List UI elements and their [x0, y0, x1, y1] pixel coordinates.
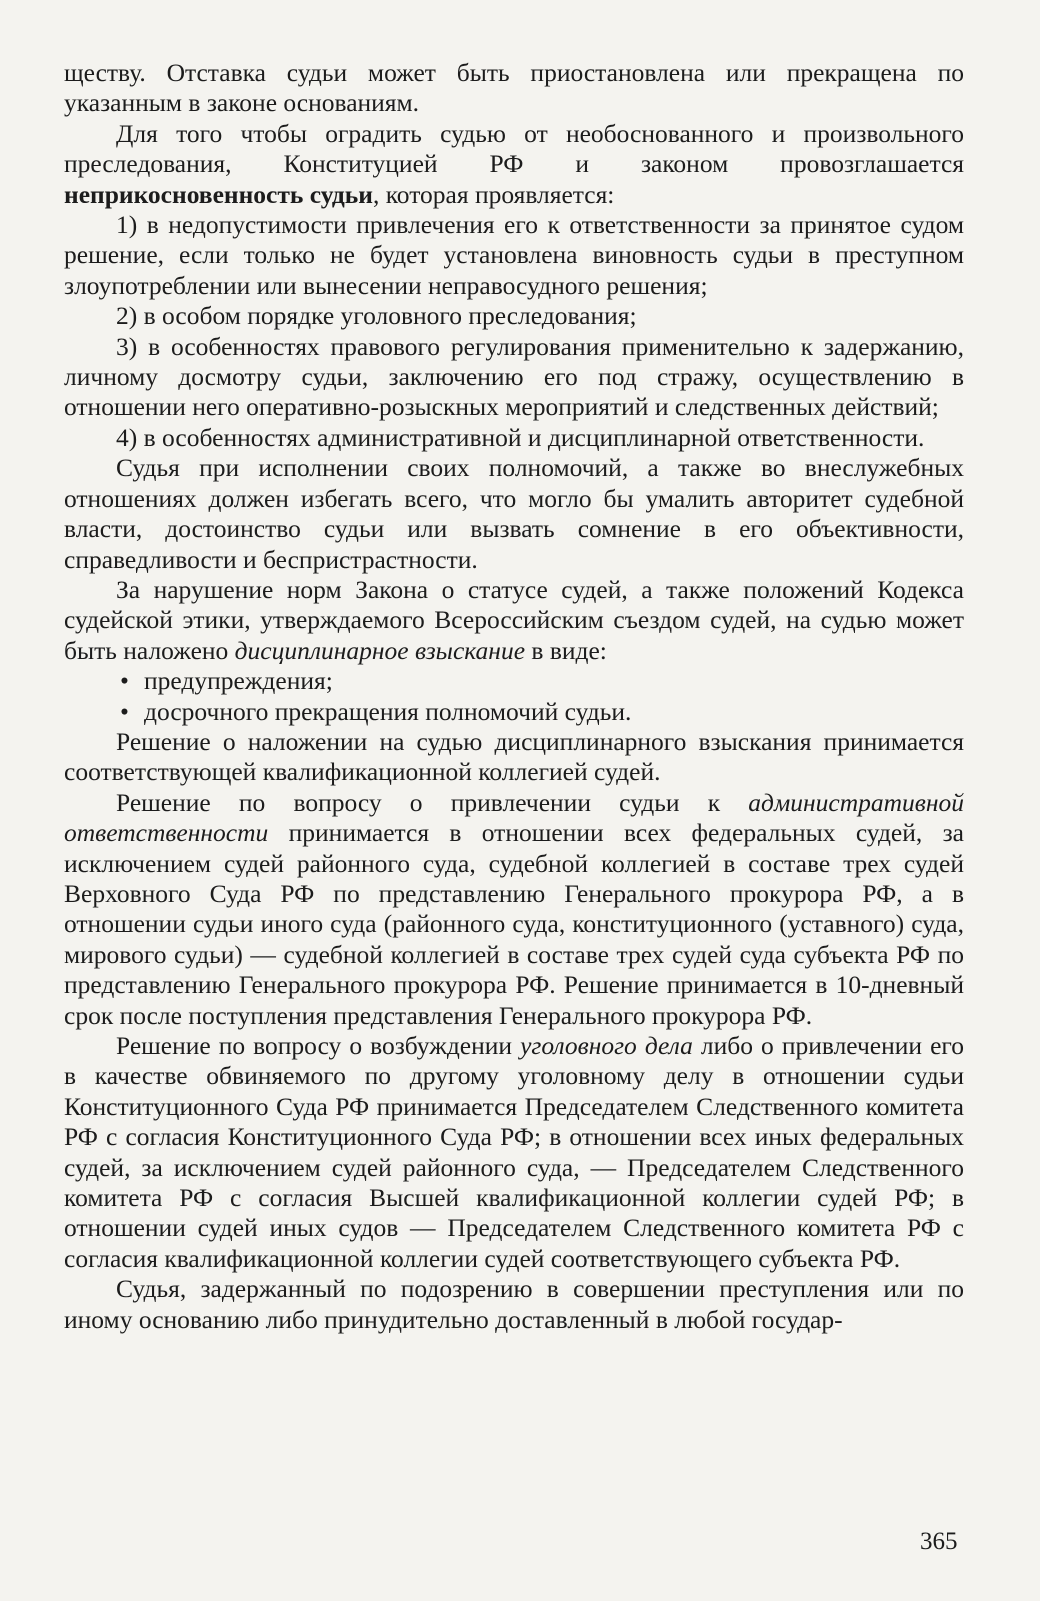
- bullet-text: досрочного прекращения полномочий судьи.: [144, 696, 632, 726]
- numbered-item: [64, 210, 964, 301]
- bullet-text: предупреждения;: [144, 666, 333, 696]
- text-run: либо о привлечении его в качестве обвиняемого по другому уголовному делу в отношении судьи Конституционного Суда РФ принимается Председателем Следственного комитета РФ с согласия Конституционного Суда РФ; в отношении всех иных федеральных судей, за исключением судей районного суда, — Председателем Следственного комитета РФ с согласия Высшей квалификационной коллегии судей РФ; в отношении судей иных судов — Председателем Следственного комитета РФ с согласия квалификационной коллегии судей соответствующего субъекта РФ.: [64, 1031, 964, 1273]
- paragraph: [64, 453, 964, 575]
- bullet-icon: •: [120, 666, 129, 696]
- bullet-icon: •: [120, 696, 129, 726]
- text-run: Решение по вопросу о возбуждении: [116, 1031, 521, 1060]
- page-number: 365: [920, 1528, 958, 1555]
- bullet-item: [64, 697, 964, 727]
- text-run: в виде:: [525, 635, 607, 665]
- text-run: ществу. Отставка судьи может быть приостановлена или прекращена по указанным в законе основаниям.: [64, 58, 964, 118]
- numbered-item: [64, 423, 964, 453]
- bold-text-run: неприкосновенность судьи: [64, 179, 373, 209]
- text-run: 3) в особенностях правового регулирования применительно к задержанию, личному досмотру судьи, заключению его под стражу, осуществлению в отношении него оперативно-розыскных мероприятий и следственных действий;: [64, 331, 964, 422]
- text-run: Решение по вопросу о привлечении судьи к: [116, 787, 749, 817]
- text-run: 2) в особом порядке уголовного преследования;: [116, 301, 637, 331]
- text-run: 1) в недопустимости привлечения его к ответственности за принятое судом решение, если только не будет установлена виновность судьи в преступном злоупотреблении или вынесении неправосудного решения;: [64, 210, 964, 300]
- text-run: Судья при исполнении своих полномочий, а также во внеслужебных отношениях должен избегать всего, что могло бы умалить авторитет судебной власти, достоинство судьи или вызвать сомнение в его объективности, справедливости и беспристрастности.: [64, 453, 964, 574]
- text-run: Решение о наложении на судью дисциплинарного взыскания принимается соответствующей квалификационной коллегией судей.: [64, 726, 964, 787]
- text-run: Для того чтобы оградить судью от необоснованного и произвольного преследования, Конституцией РФ и законом провозглашается: [64, 118, 964, 179]
- text-run: Судья, задержанный по подозрению в совершении преступления или по иному основанию либо принудительно доставленный в любой государ-: [64, 1274, 964, 1334]
- paragraph: [64, 119, 964, 210]
- page-body-text: [64, 58, 964, 1335]
- paragraph: [64, 1031, 964, 1274]
- paragraph: [64, 1274, 964, 1335]
- text-run: За нарушение норм Закона о статусе судей, а также положений Кодекса судейской этики, утверждаемого Всероссийским съездом судей, на судью может быть наложено: [64, 574, 964, 665]
- paragraph: [64, 727, 964, 788]
- text-run: 4) в особенностях административной и дисциплинарной ответственности.: [116, 422, 925, 452]
- paragraph: [64, 575, 964, 666]
- numbered-item: [64, 332, 964, 423]
- italic-text-run: дисциплинарное взыскание: [234, 635, 526, 665]
- italic-text-run: уголовного дела: [520, 1031, 693, 1060]
- paragraph: [64, 58, 964, 119]
- bullet-item: [64, 666, 964, 696]
- numbered-item: [64, 301, 964, 331]
- paragraph: [64, 788, 964, 1031]
- text-run: , которая проявляется:: [372, 179, 615, 209]
- text-run: принимается в отношении всех федеральных судей, за исключением судей районного суда, судебной коллегией в составе трех судей Верховного Суда РФ по представлению Генерального прокурора РФ, а в отношении судьи иного суда (районного суда, конституционного (уставного) суда, мирового судьи) — судебной коллегией в составе трех судей суда субъекта РФ по представлению Генерального прокурора РФ. Решение принимается в 10-дневный срок после поступления представления Генерального прокурора РФ.: [64, 818, 964, 1030]
- bullet-list: [64, 666, 964, 727]
- italic-text-run: административной ответственности: [64, 787, 964, 848]
